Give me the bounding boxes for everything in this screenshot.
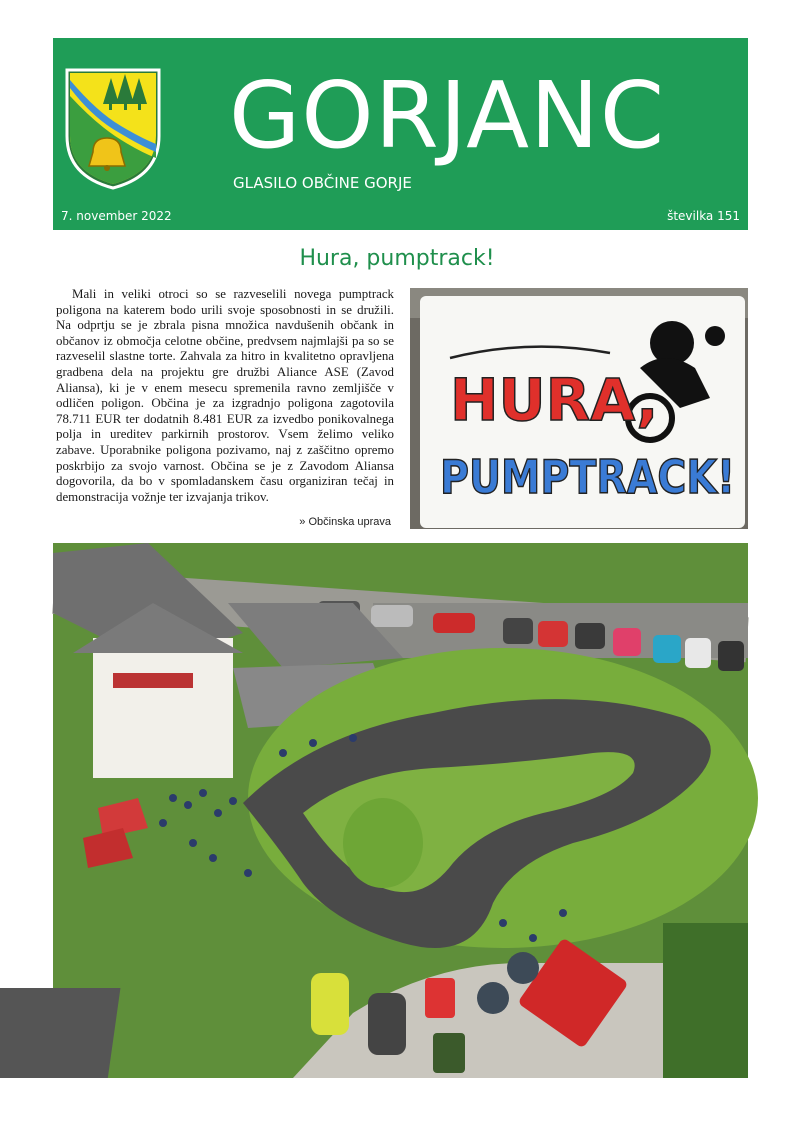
- article-headline: Hura, pumptrack!: [299, 246, 495, 271]
- newspaper-title: GORJANC: [229, 62, 666, 169]
- coat-of-arms-icon: [63, 66, 163, 191]
- newspaper-subtitle: GLASILO OBČINE GORJE: [233, 174, 412, 192]
- cake-photo: [410, 288, 748, 529]
- cake-text-line1: HURA,: [450, 366, 659, 434]
- masthead: [53, 38, 748, 230]
- aerial-photo: [53, 543, 748, 1078]
- issue-number: številka 151: [667, 209, 740, 223]
- cake-text-line2: PUMPTRACK!: [440, 450, 735, 504]
- issue-date: 7. november 2022: [61, 209, 172, 223]
- article-byline: » Občinska uprava: [299, 516, 391, 528]
- article-body: [56, 287, 394, 505]
- article-paragraph: Mali in veliki otroci so se razveselili novega pumptrack poligona na katerem bodo urili svoje sposobnosti in se družili. Na odprtju se je zbrala pisna množica navdušenih občank in občanov iz območja celotne občine, predvsem najmlajši pa so se razveselil slastne torte. Zahvala za hitro in kvalitetno opravljena gradbena dela na projektu gre družbi Aliance ASE (Zavod Aliansa), ki je v enem mesecu spremenila ravno zemljišče v odličen poligon. Občina je za izgradnjo poligona zagotovila 78.711 EUR ter dodatnih 8.481 EUR za izvedbo ponikovalnega polja in ureditev parkirnih prostorov. Vsem želimo veliko zabave. Uporabnike poligona pozivamo, naj z zaščitno opremo poskrbijo za svojo varnost. Občina se je z Zavodom Aliansa dogovorila, da bo v spomladanskem času organiziran tečaj in demonstracija vožnje ter izvajanja trikov.: [56, 287, 394, 504]
